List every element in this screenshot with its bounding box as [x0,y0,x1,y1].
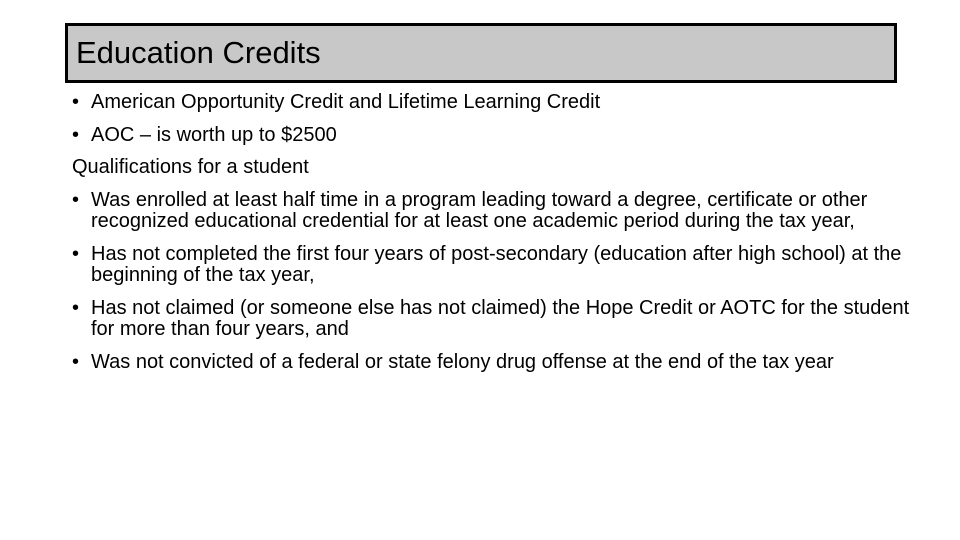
slide-title-box [65,23,897,83]
bullet-item [72,298,922,341]
bullet-marker: • [72,91,80,113]
bullet-marker: • [72,188,80,211]
bullet-marker: • [72,350,80,373]
bullet-marker: • [72,123,80,146]
section-heading: Qualifications for a student [72,156,309,178]
bullet-item [72,92,922,114]
bullet-text: American Opportunity Credit and Lifetime Learning Credit [91,91,601,113]
bullet-item [72,244,922,287]
bullet-text: Was enrolled at least half time in a program leading toward a degree, certificate or other recognized educational credential for at least one academic period during the tax year, [91,188,868,232]
bullet-text: Was not convicted of a federal or state felony drug offense at the end of the tax year [91,350,834,373]
bullet-text: Has not completed the first four years of post-secondary (education after high school) at the beginning of the tax year, [91,242,902,286]
bullet-item [72,190,922,233]
slide-title: Education Credits [76,35,321,70]
bullet-text: AOC – is worth up to $2500 [91,123,337,146]
slide-body [72,92,922,384]
bullet-marker: • [72,296,80,319]
bullet-item [72,352,922,374]
bullet-item [72,125,922,147]
bullet-marker: • [72,242,80,265]
bullet-text: Has not claimed (or someone else has not claimed) the Hope Credit or AOTC for the student for more than four years, and [91,296,910,340]
